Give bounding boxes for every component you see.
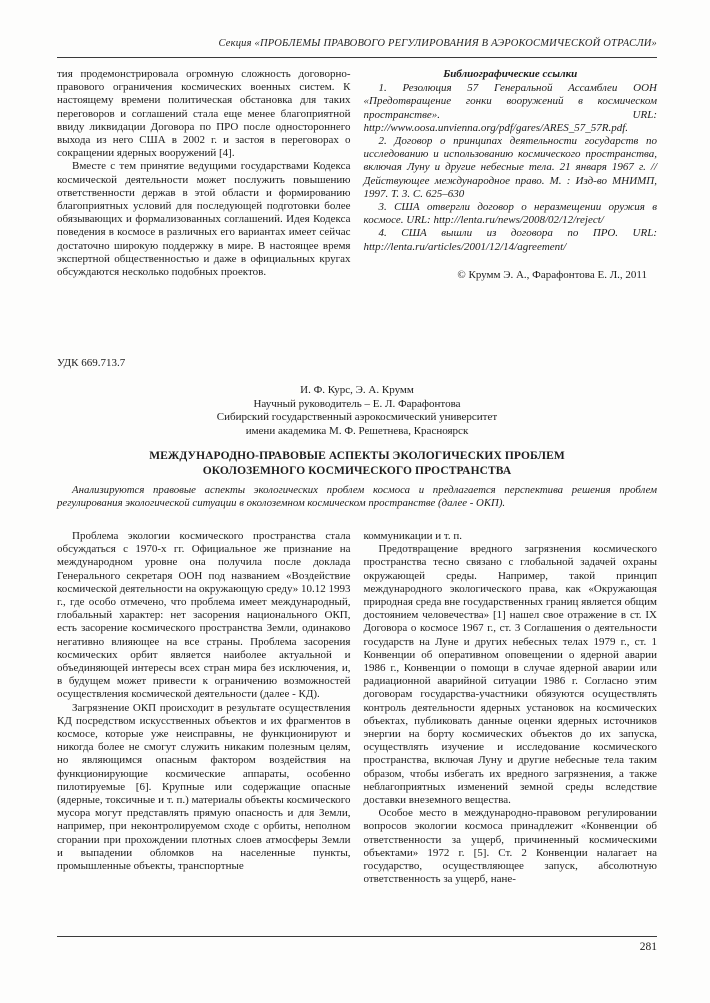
authors-line: И. Ф. Курс, Э. А. Крумм <box>300 384 414 396</box>
reference-item: 2. Договор о принципах деятельности государств по исследованию и использованию космического пространства, включая Луну и другие небесные тела. 21 января 1967 г. // Действующее международное право. М. : Изд-во МНИМП, 1997. Т. 3. С. 625–630 <box>363 135 657 200</box>
article-abstract: Анализируются правовые аспекты экологических проблем космоса и предлагается перспектива решения проблем регулирования экологической ситуации в околоземном космическом пространстве (далее - ОКП). <box>57 484 657 509</box>
copyright-line: © Крумм Э. А., Фарафонтова Е. Л., 2011 <box>457 268 647 281</box>
running-header <box>57 38 657 49</box>
body-paragraph: Загрязнение ОКП происходит в результате осуществления КД посредством искусственных объектов и их фрагментов в космосе, которые уже неисправны, не функционируют и никогда более не смогут служить никаким полезным целям, но являющимся опасным фактором воздействия на функционирующие космические аппараты, особенно пилотируемые [6]. Крупные или содержащие опасные (ядерные, токсичные и т. п.) материалы объекты космического мусора могут представлять прямую опасность и для Земли, например, при неконтролируемом сходе с орбиты, неполном сгорании при прохождении плотных слоев атмосферы Земли и выпадении обломков на населенные пункты, промышленные объекты, транспортные <box>57 701 351 873</box>
article-title <box>57 449 657 478</box>
top-left-column <box>57 68 351 282</box>
affiliation-line: Сибирский государственный аэрокосмический университет <box>216 411 498 424</box>
authors-block <box>57 384 657 438</box>
udc-code: УДК 669.713.7 <box>57 357 126 369</box>
reference-item: 4. США вышли из договора по ПРО. URL: http://lenta.ru/articles/2001/12/14/agreement/ <box>363 227 657 253</box>
references-heading: Библиографические ссылки <box>443 68 578 80</box>
body-paragraph: Вместе с тем принятие ведущими государствами Кодекса космической деятельности может послужить повышению ответственности держав в этой области и формированию благоприятных условий для последующей подготовки более обязывающих и формализованных соглашений. Идея Кодекса поведения в космосе в различных его вариантах имеет сейчас достаточно широкую поддержку в мире. В настоящее время экспертной общественностью и даже в официальных кругах обсуждаются несколько подобных проектов. <box>57 160 351 279</box>
body-left-column <box>57 530 351 886</box>
article-title-line: ОКОЛОЗЕМНОГО КОСМИЧЕСКОГО ПРОСТРАНСТВА <box>202 464 512 477</box>
previous-article-tail <box>57 68 657 282</box>
article-title-line: МЕЖДУНАРОДНО-ПРАВОВЫЕ АСПЕКТЫ ЭКОЛОГИЧЕСКИХ ПРОБЛЕМ <box>149 450 565 462</box>
references-column <box>364 68 658 282</box>
body-paragraph: Особое место в международно-правовом регулировании вопросов экологии космоса принадлежит «Конвенции об ответственности за ущерб, причиненный космическими объектами» 1972 г. [5]. Ст. 2 Конвенции налагает на государство, осуществляющее запуск, абсолютную ответственность за ущерб, нане- <box>363 807 657 886</box>
affiliation-line: имени академика М. Ф. Решетнева, Красноярск <box>245 424 469 437</box>
article-body <box>57 530 657 886</box>
footer-rule <box>57 936 657 937</box>
body-right-column <box>364 530 658 886</box>
body-paragraph: тия продемонстрировала огромную сложность договорно-правового ограничения космических военных систем. К настоящему времени политическая обстановка для таких переговоров и соглашений стала еще менее благоприятной ввиду ликвидации Договора по ПРО после одностороннего выхода из него США в 2002 г. и застоя в переговорах о сокращении ядерных вооружений [4]. <box>57 68 351 160</box>
body-paragraph-continuation: коммуникации и т. п. <box>363 530 462 542</box>
body-paragraph: Предотвращение вредного загрязнения космического пространства тесно связано с глобальной задачей охраны окружающей среды. Например, такой принцип международного экологического права, как «Окружающая природная среда вне государственных границ является общим достоянием человечества» [1] нашел свое отражение в ст. IX Договора о космосе 1967 г., ст. 3 Соглашения о деятельности государств на Луне и других небесных телах 1979 г., ст. 1 Конвенции об оперативном оповещении о ядерной аварии 1986 г., Конвенции о помощи в случае ядерной аварии или радиационной аварийной ситуации 1986 г. Согласно этим договорам государства-участники обязуются осуществлять контроль деятельности ядерных установок на космических объектах, публиковать данные оценки ядерных источников энергии на борту космических объектов до их запуска, осуществлять изучение и исследование космического пространства, включая Луну и другие небесные тела таким образом, чтобы избегать их вредного загрязнения, а также неблагоприятных изменений земной среды вследствие доставки внеземного вещества. <box>363 543 657 807</box>
body-paragraph: Проблема экологии космического пространства стала обсуждаться с 1970-х гг. Официальное же признание на международном уровне она получила после доклада Генерального секретаря ООН под названием «Воздействие космической деятельности на окружающую среду» 10.12 1993 г., где особо отмечено, что проблема имеет международный, глобальный характер: нет засорения национального ОКП, есть засорение космического пространства Земли, одинаково негативно влияющее на все страны. Проблема засорения космических орбит является наиболее актуальной и объединяющей интересы всех стран мира без исключения, и, в будущем может привести к ограничению возможностей осуществления космической деятельности (далее - КД). <box>57 530 351 701</box>
reference-item: 3. США отвергли договор о неразмещении оружия в космосе. URL: http://lenta.ru/news/2008/02/12/reject/ <box>363 201 657 227</box>
page-number: 281 <box>639 941 657 953</box>
supervisor-line: Научный руководитель – Е. Л. Фарафонтова <box>253 397 461 410</box>
reference-item: 1. Резолюция 57 Генеральной Ассамблеи ООН «Предотвращение гонки вооружений в космическом пространстве». URL: http://www.oosa.unvienna.org/pdf/gares/ARES_57_57R.pdf. <box>363 82 657 134</box>
header-rule <box>57 57 657 58</box>
section-header-text: Секция «ПРОБЛЕМЫ ПРАВОВОГО РЕГУЛИРОВАНИЯ В АЭРОКОСМИЧЕСКОЙ ОТРАСЛИ» <box>218 38 657 49</box>
